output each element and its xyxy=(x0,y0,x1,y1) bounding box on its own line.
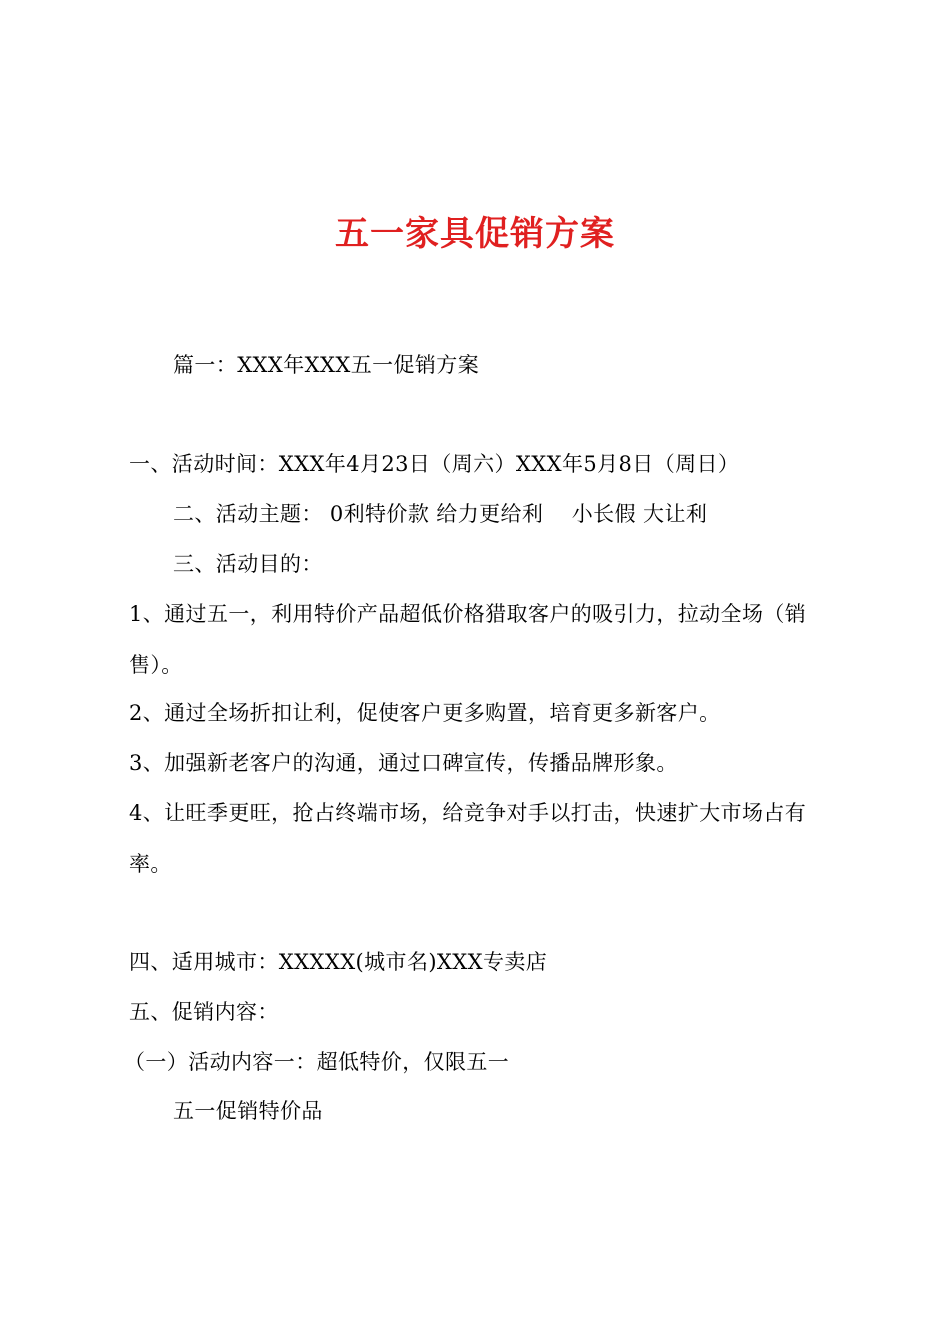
promotion-content-heading: 五、促销内容： xyxy=(129,1000,279,1024)
purpose-heading: 三、活动目的： xyxy=(173,552,323,576)
purpose-item-1: 1、通过五一，利用特价产品超低价格猎取客户的吸引力，拉动全场（销售）。 xyxy=(129,602,807,677)
purpose-item-4: 4、让旺季更旺，抢占终端市场，给竞争对手以打击，快速扩大市场占有率。 xyxy=(129,801,807,876)
document-title: 五一家具促销方案 xyxy=(335,214,615,254)
activity-theme: 二、活动主题： 0利特价款 给力更给利 小长假 大让利 xyxy=(173,502,708,526)
purpose-item-2: 2、通过全场折扣让利，促使客户更多购置，培育更多新客户。 xyxy=(129,701,721,725)
section-subtitle: 篇一：XXX年XXX五一促销方案 xyxy=(173,353,480,377)
activity-time: 一、活动时间：XXX年4月23日（周六）XXX年5月8日（周日） xyxy=(129,452,740,476)
applicable-city: 四、适用城市：XXXXX(城市名)XXX专卖店 xyxy=(129,950,548,974)
special-products-label: 五一促销特价品 xyxy=(173,1099,323,1123)
promotion-content-1: （一）活动内容一：超低特价，仅限五一 xyxy=(124,1050,510,1074)
purpose-item-3: 3、加强新老客户的沟通，通过口碑宣传，传播品牌形象。 xyxy=(129,751,678,775)
